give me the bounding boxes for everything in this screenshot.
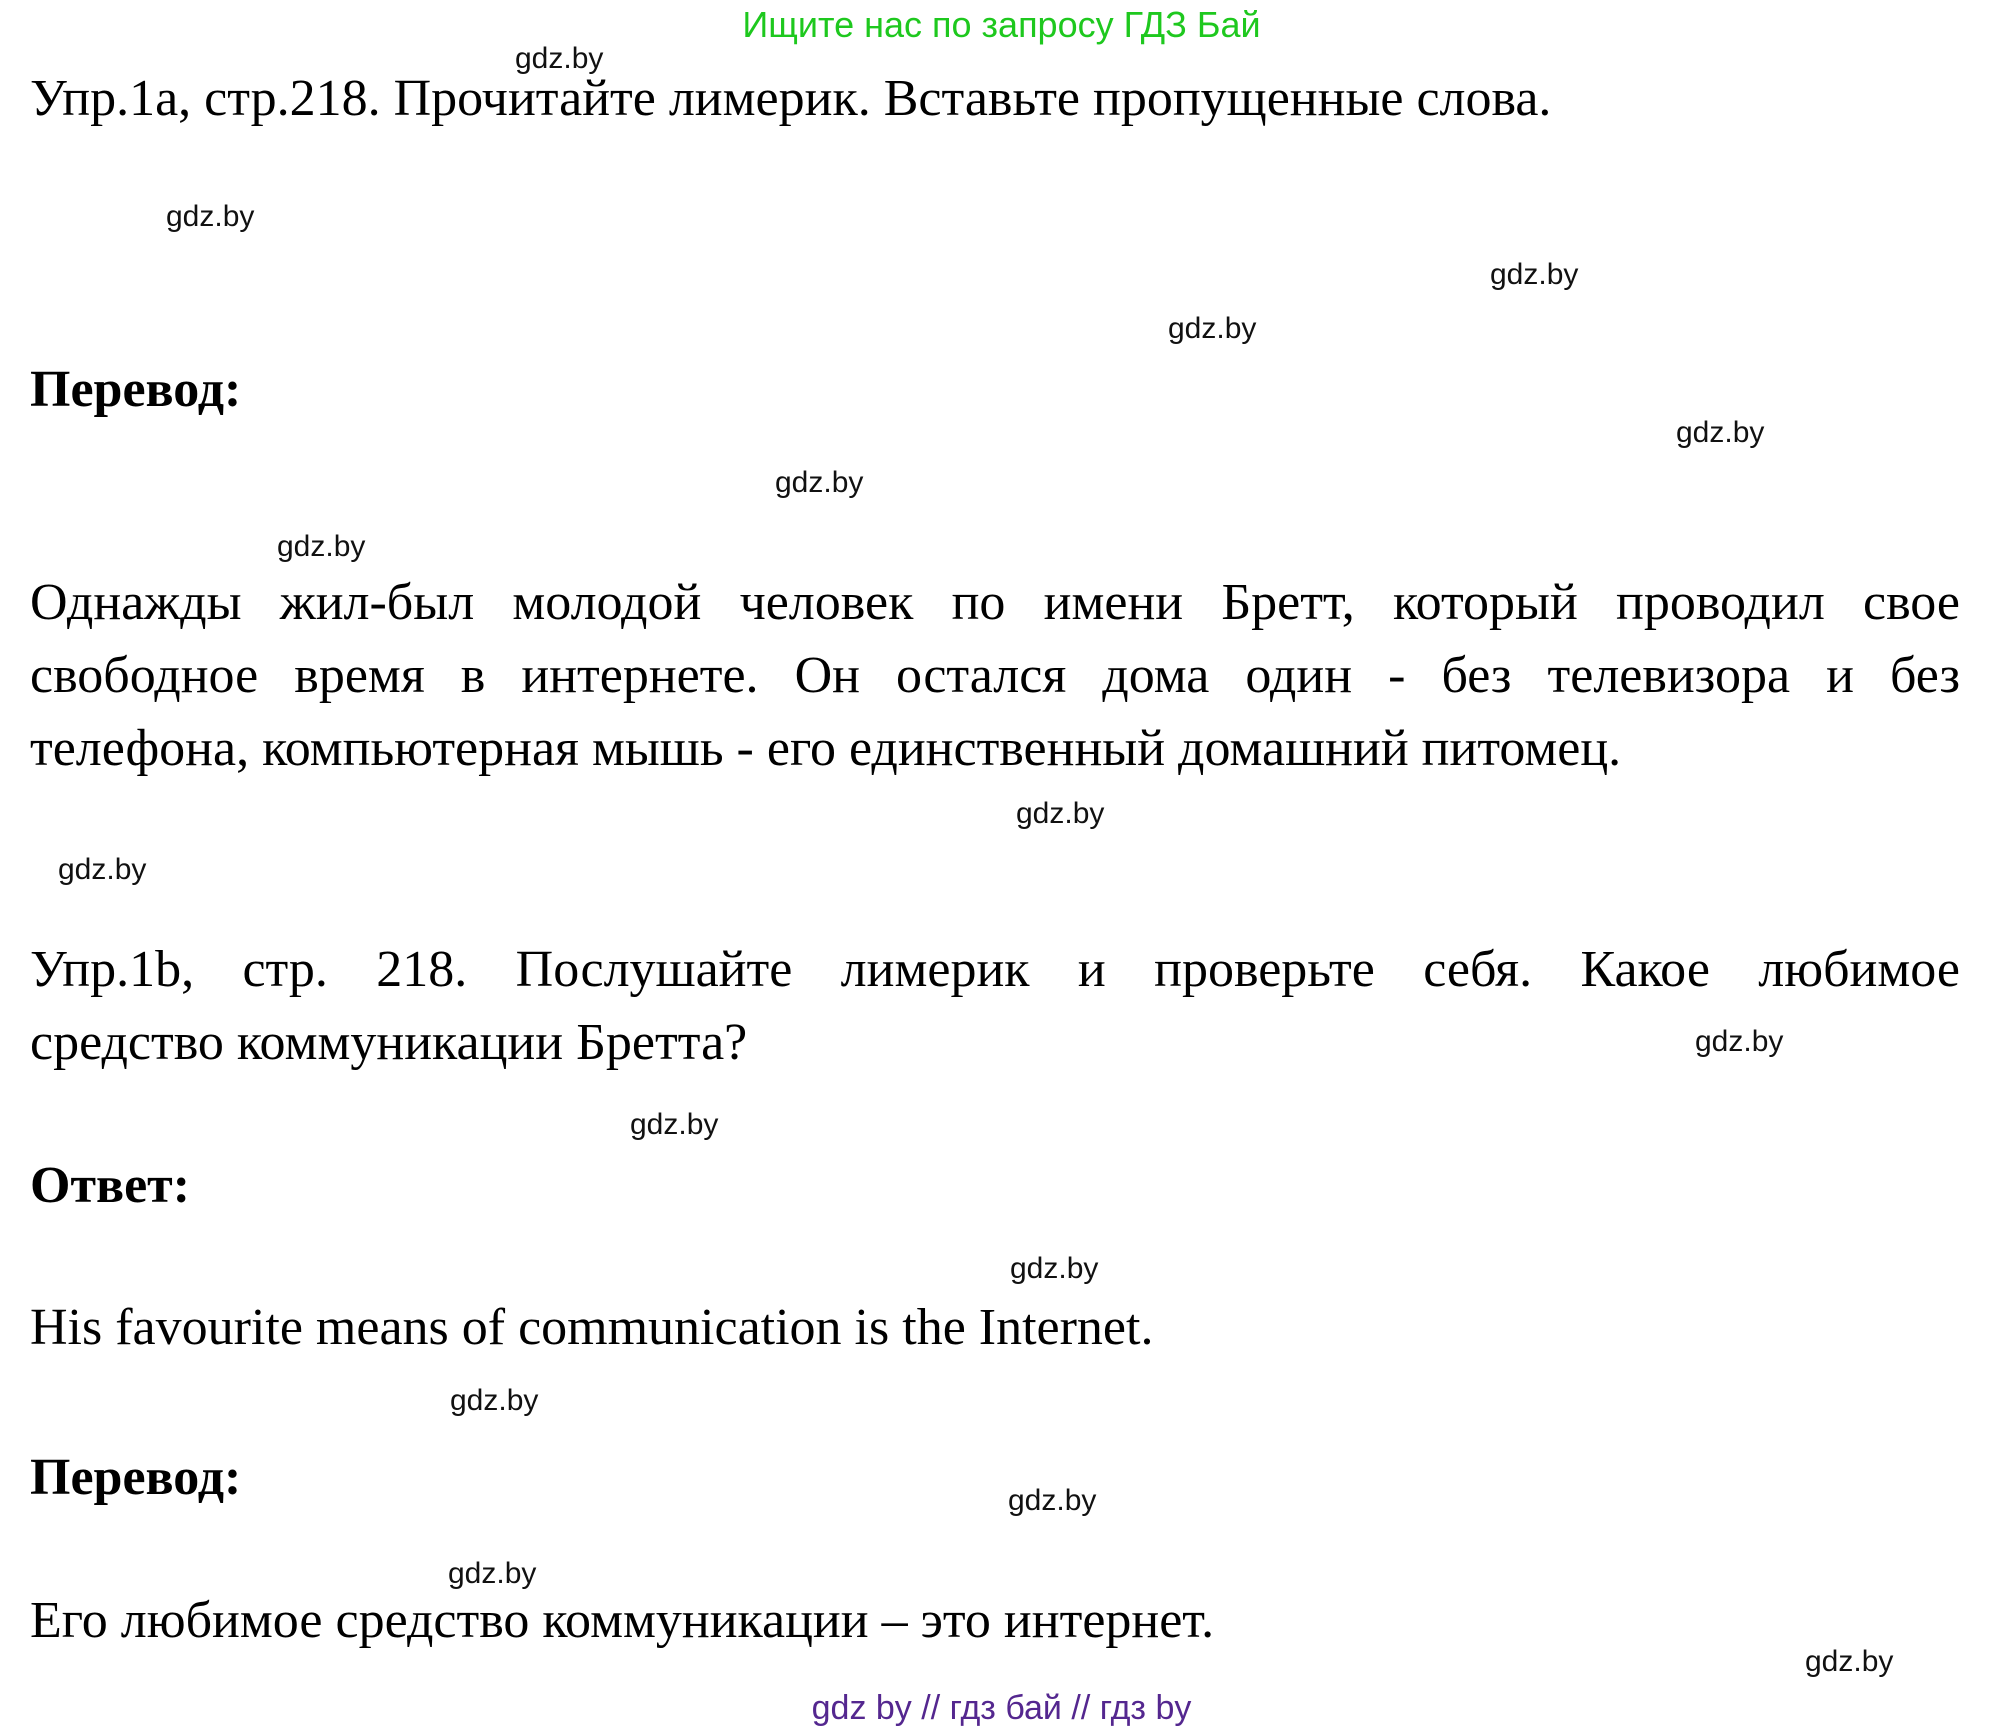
gdz-watermark: gdz.by <box>1016 797 1105 830</box>
gdz-watermark: gdz.by <box>1676 416 1765 449</box>
intro-paragraph-line: телефона, компьютерная мышь - его единственный домашний питомец. <box>30 720 1622 777</box>
translation-2-text: Его любимое средство коммуникации – это интернет. <box>30 1592 1215 1649</box>
gdz-watermark: gdz.by <box>450 1384 539 1417</box>
gdz-watermark: gdz.by <box>1168 312 1257 345</box>
gdz-watermark: gdz.by <box>1490 258 1579 291</box>
footer-links: gdz by // гдз бай // гдз by <box>811 1689 1192 1727</box>
exercise-1a-heading: Упр.1а, стр.218. Прочитайте лимерик. Вставьте пропущенные слова. <box>30 70 1552 127</box>
gdz-watermark: gdz.by <box>277 530 366 563</box>
gdz-watermark: gdz.by <box>630 1108 719 1141</box>
promo-banner: Ищите нас по запросу ГДЗ Бай <box>742 4 1261 45</box>
exercise-1b-heading <box>30 933 1960 1079</box>
gdz-watermark: gdz.by <box>775 466 864 499</box>
intro-paragraph <box>30 566 1960 785</box>
exercise-1b-heading-line: средство коммуникации Бретта? <box>30 1014 748 1071</box>
translation-1-label: Перевод: <box>30 361 242 418</box>
gdz-watermark: gdz.by <box>58 853 147 886</box>
translation-2-label: Перевод: <box>30 1449 242 1506</box>
gdz-watermark: gdz.by <box>1805 1645 1894 1678</box>
gdz-watermark: gdz.by <box>166 200 255 233</box>
gdz-watermark: gdz.by <box>1010 1252 1099 1285</box>
intro-paragraph-line: Однажды жил-был молодой человек по имени Бретт, который проводил свое <box>30 574 1960 631</box>
answer-text: His favourite means of communication is the Internet. <box>30 1299 1154 1356</box>
gdz-watermark: gdz.by <box>515 42 604 75</box>
exercise-1b-heading-line: Упр.1b, стр. 218. Послушайте лимерик и проверьте себя. Какое любимое <box>30 941 1960 998</box>
gdz-watermark: gdz.by <box>1008 1484 1097 1517</box>
gdz-watermark: gdz.by <box>448 1557 537 1590</box>
intro-paragraph-line: свободное время в интернете. Он остался дома один - без телевизора и без <box>30 647 1960 704</box>
answer-label: Ответ: <box>30 1157 191 1214</box>
gdz-watermark: gdz.by <box>1695 1025 1784 1058</box>
